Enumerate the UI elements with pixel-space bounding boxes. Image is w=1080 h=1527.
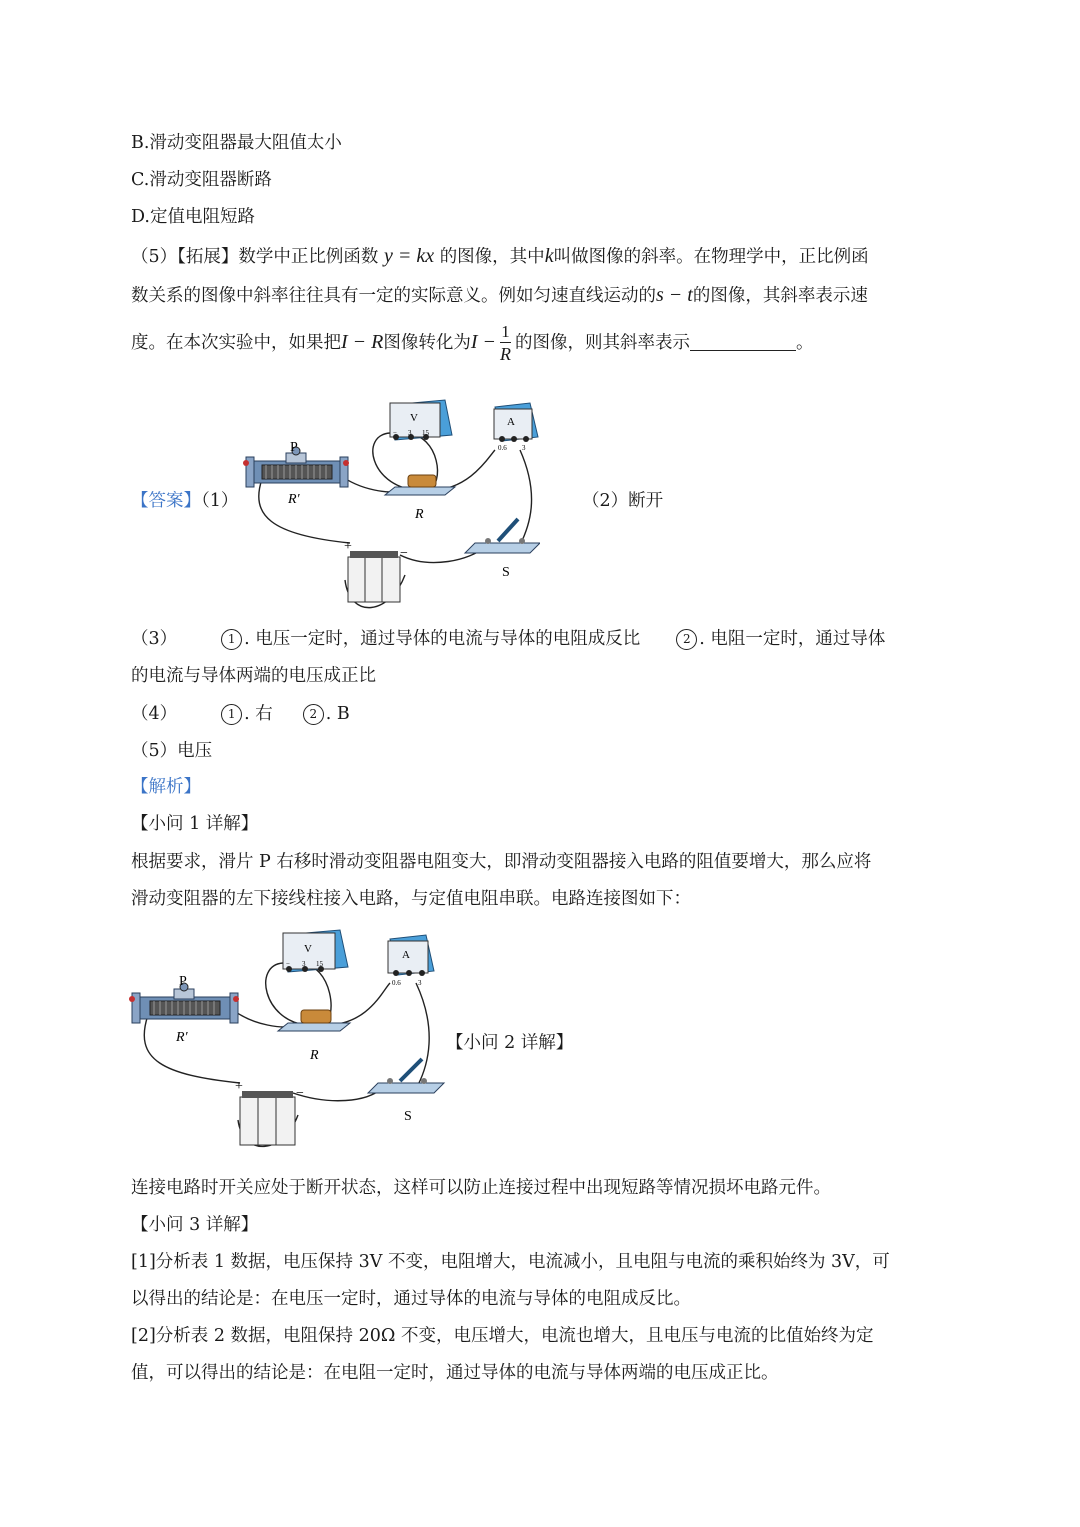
option-c: C.滑动变阻器断路 (131, 170, 272, 190)
subq3-line-4: 值，可以得出的结论是：在电阻一定时，通过导体的电流与导体两端的电压成正比。 (131, 1363, 779, 1383)
svg-text:R: R (415, 507, 424, 522)
svg-text:15: 15 (316, 960, 323, 968)
svg-text:3: 3 (408, 429, 412, 437)
subq3-line-3: [2]分析表 2 数据，电阻保持 20Ω 不变，电压增大，电流也增大，且电压与电流的比值始终为定 (131, 1326, 874, 1346)
subq2-title: 【小问 2 详解】 (446, 1033, 574, 1053)
circuit-diagram-1 (240, 395, 540, 620)
answer-5: （5）电压 (131, 741, 213, 761)
svg-text:R′: R′ (176, 1030, 188, 1045)
subq3-line-2: 以得出的结论是：在电压一定时，通过导体的电流与导体的电阻成反比。 (131, 1289, 691, 1309)
answer-label: 【答案】 (131, 491, 201, 511)
subq2-line-1: 连接电路时开关应处于断开状态，这样可以防止连接过程中出现短路等情况损坏电路元件。 (131, 1178, 831, 1198)
answer-2: （2）断开 (582, 491, 664, 511)
subq1-line-2: 滑动变阻器的左下接线柱接入电路，与定值电阻串联。电路连接图如下： (131, 889, 691, 909)
battery (240, 1091, 295, 1145)
svg-text:−: − (296, 1086, 304, 1101)
svg-text:+: + (235, 1079, 243, 1094)
svg-text:V: V (410, 412, 418, 424)
svg-text:R: R (310, 1048, 319, 1063)
svg-text:3: 3 (522, 444, 526, 452)
battery (348, 551, 400, 602)
answer-blank (690, 332, 796, 351)
fraction-1-over-r: $\frac{1}{R}$ (500, 322, 512, 364)
option-d: D.定值电阻短路 (131, 207, 255, 227)
svg-text:−: − (400, 546, 408, 561)
svg-text:R′: R′ (288, 492, 300, 507)
svg-text:3: 3 (302, 960, 306, 968)
subq3-title: 【小问 3 详解】 (131, 1215, 259, 1235)
svg-text:P: P (290, 440, 298, 455)
q5-line-1: （5）【拓展】数学中正比例函数 y = kx 的图像，其中k叫做图像的斜率。在物理学中，正比例函 (131, 245, 869, 267)
svg-text:P: P (179, 974, 187, 989)
svg-text:+: + (344, 539, 352, 554)
ammeter (388, 935, 434, 987)
svg-text:S: S (502, 565, 510, 580)
fixed-resistor (278, 1010, 350, 1031)
svg-text:V: V (304, 943, 312, 955)
svg-text:15: 15 (422, 429, 429, 437)
subq3-line-1: [1]分析表 1 数据，电压保持 3V 不变，电阻增大，电流减小，且电阻与电流的乘积始终为 3V，可 (131, 1252, 890, 1272)
voltmeter (283, 930, 348, 972)
answer-label-line: 【答案】（1） (131, 491, 239, 511)
svg-text:−: − (393, 429, 397, 437)
rheostat (129, 983, 239, 1023)
svg-text:A: A (507, 416, 515, 428)
answer-3: （3） 1 . 电压一定时，通过导体的电流与导体的电阻成反比 2 . 电阻一定时，通过导体 (131, 629, 886, 649)
svg-text:3: 3 (418, 979, 422, 987)
subq1-title: 【小问 1 详解】 (131, 814, 259, 834)
svg-text:0.6: 0.6 (498, 444, 507, 452)
svg-text:−: − (286, 960, 290, 968)
answer-3-cont: 的电流与导体两端的电压成正比 (131, 666, 376, 686)
svg-text:0.6: 0.6 (392, 979, 401, 987)
circuit-diagram-2 (128, 925, 448, 1160)
subq1-line-1: 根据要求，滑片 P 右移时滑动变阻器电阻变大，即滑动变阻器接入电路的阻值要增大，那么应将 (131, 852, 872, 872)
svg-text:S: S (404, 1109, 412, 1124)
svg-text:A: A (402, 949, 410, 961)
answer-4: （4） 1 . 右 2 . B (131, 704, 350, 724)
analysis-label: 【解析】 (131, 777, 201, 797)
q5-line-2: 数关系的图像中斜率往往具有一定的实际意义。例如匀速直线运动的s − t的图像，其斜率表示速 (131, 284, 868, 306)
ammeter (494, 403, 538, 452)
voltmeter (390, 400, 452, 440)
q5-line-3: 度。在本次实验中，如果把I − R图像转化为I − $\frac{1}{R}$ 的图像，则其斜率表示 。 (131, 322, 814, 364)
option-b: B.滑动变阻器最大阻值太小 (131, 133, 342, 153)
switch (368, 1059, 444, 1093)
